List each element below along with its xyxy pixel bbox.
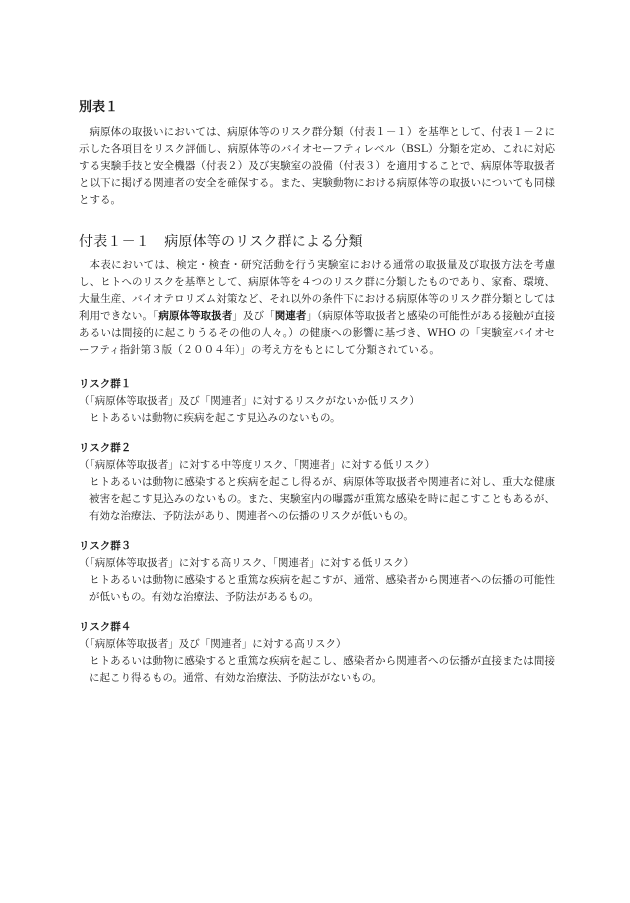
risk-group-2 [79, 440, 555, 525]
risk-group-description: ヒトあるいは動物に疾病を起こす見込みのないもの。 [89, 412, 341, 424]
risk-group-subtitle: （「病原体等取扱者」及び「関連者」に対するリスクがないか低リスク） [79, 395, 420, 407]
document-page [79, 98, 555, 687]
section-paragraph-start: 本表においては、検定・検査・研究活動を行う実験室における通常の取扱量及び取扱方法を考慮し、ヒトへのリスクを基準として、病原体等を４つのリスク群に分類したものであり、家畜、環境、大量生産、バイオテロリズム対策など、それ以外の条件下における病原体等のリスク群分類としては利用できない。「 [79, 259, 555, 322]
risk-group-title: リスク群１ [79, 378, 132, 390]
risk-group-subtitle: （「病原体等取扱者」に対する中等度リスク、「関連者」に対する低リスク） [79, 459, 436, 471]
section-title: 付表１－１ 病原体等のリスク群による分類 [79, 234, 363, 250]
risk-group-subtitle: （「病原体等取扱者」に対する高リスク、「関連者」に対する低リスク） [79, 557, 415, 569]
section-paragraph-end: 」（病原体等取扱者と感染の可能性がある接触が直接あるいは間接的に起こりうるその他の人々。）の健康への影響に基づき、WHO の「実験室バイオセーフティ指針第３版（２００４年）」の考え方をもとにして分類されている。 [79, 310, 556, 356]
appendix-paragraph: 病原体の取扱いにおいては、病原体等のリスク群分類（付表１－１）を基準として、付表１－２に示した各項目をリスク評価し、病原体等のバイオセーフティレベル（BSL）分類を定め、これに対応する実験手技と安全機器（付表２）及び実験室の設備（付表３）を適用することで、病原体等取扱者と以下に掲げる関連者の安全を確保する。また、実験動物における病原体等の取扱いについても同様とする。 [79, 126, 555, 206]
risk-group-1 [79, 376, 555, 427]
risk-group-title: リスク群２ [79, 442, 132, 454]
section-paragraph [79, 257, 555, 359]
handler-term: 病原体等取扱者 [158, 310, 233, 322]
risk-group-4 [79, 619, 555, 687]
risk-group-title: リスク群４ [79, 621, 132, 633]
risk-group-title: リスク群３ [79, 540, 132, 552]
risk-group-description: ヒトあるいは動物に感染すると重篤な疾病を起こし、感染者から関連者への伝播が直接または間接に起こり得るもの。通常、有効な治療法、予防法がないもの。 [89, 655, 555, 684]
section-paragraph-middle: 」及び「 [232, 310, 275, 322]
risk-group-subtitle: （「病原体等取扱者」及び「関連者」に対する高リスク） [79, 638, 347, 650]
appendix-title: 別表１ [79, 100, 119, 115]
risk-group-3 [79, 538, 555, 606]
risk-group-description: ヒトあるいは動物に感染すると重篤な疾病を起こすが、通常、感染者から関連者への伝播の可能性が低いもの。有効な治療法、予防法があるもの。 [89, 574, 555, 603]
related-term: 関連者 [274, 310, 307, 322]
risk-group-description: ヒトあるいは動物に感染すると疾病を起こし得るが、病原体等取扱者や関連者に対し、重大な健康被害を起こす見込みのないもの。また、実験室内の曝露が重篤な感染を時に起こすこともあるが、有効な治療法、予防法があり、関連者への伝播のリスクが低いもの。 [89, 476, 555, 522]
